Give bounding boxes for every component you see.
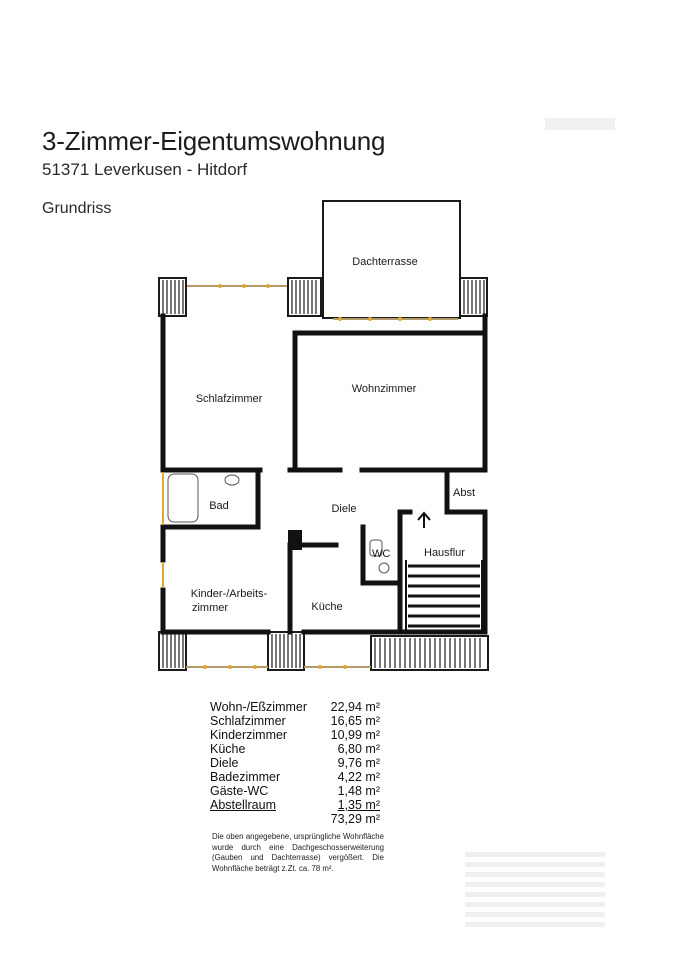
room-label-dachterrasse: Dachterrasse <box>352 256 418 268</box>
room-label-hausflur: Hausflur <box>424 547 465 559</box>
area-row: Kinderzimmer 10,99 m² <box>210 728 380 742</box>
room-label-diele: Diele <box>331 503 357 515</box>
area-row: Badezimmer 4,22 m² <box>210 770 380 784</box>
room-label-kinder-line1: Kinder-/Arbeits- <box>190 588 268 600</box>
bath-fixtures <box>168 474 389 573</box>
area-note: Die oben angegebene, ursprüngliche Wohnfläche wurde durch eine Dachgeschosserweiterung (Gauben und Dachterrasse) vergößert. Die Wohnfläche beträgt z.Zt. ca. 78 m². <box>212 832 384 873</box>
area-row: Küche 6,80 m² <box>210 742 380 756</box>
area-row: Gäste-WC 1,48 m² <box>210 784 380 798</box>
up-arrow-icon <box>418 513 430 528</box>
chimney <box>288 530 302 550</box>
section-heading: Grundriss <box>42 200 112 217</box>
area-total: 73,29 m² <box>330 812 380 826</box>
room-label-bad: Bad <box>209 500 229 512</box>
faint-stamp <box>465 852 605 928</box>
room-label-abst: Abst <box>453 487 476 499</box>
area-row: Abstellraum 1,35 m² <box>210 798 380 812</box>
area-row: Schlafzimmer 16,65 m² <box>210 714 380 728</box>
page-title: 3-Zimmer-Eigentumswohnung <box>42 126 386 156</box>
area-table <box>210 700 380 826</box>
staircase <box>408 566 480 626</box>
room-label-kinder-line2: zimmer <box>191 602 229 614</box>
area-row: Wohn-/Eßzimmer 22,94 m² <box>210 700 380 714</box>
room-label-schlafzimmer: Schlafzimmer <box>195 393 263 405</box>
room-label-wc: WC <box>372 548 391 560</box>
page-subtitle: 51371 Leverkusen - Hitdorf <box>42 160 248 179</box>
room-label-kueche: Küche <box>311 601 343 613</box>
area-row: Diele 9,76 m² <box>210 756 380 770</box>
room-label-wohnzimmer: Wohnzimmer <box>351 383 417 395</box>
